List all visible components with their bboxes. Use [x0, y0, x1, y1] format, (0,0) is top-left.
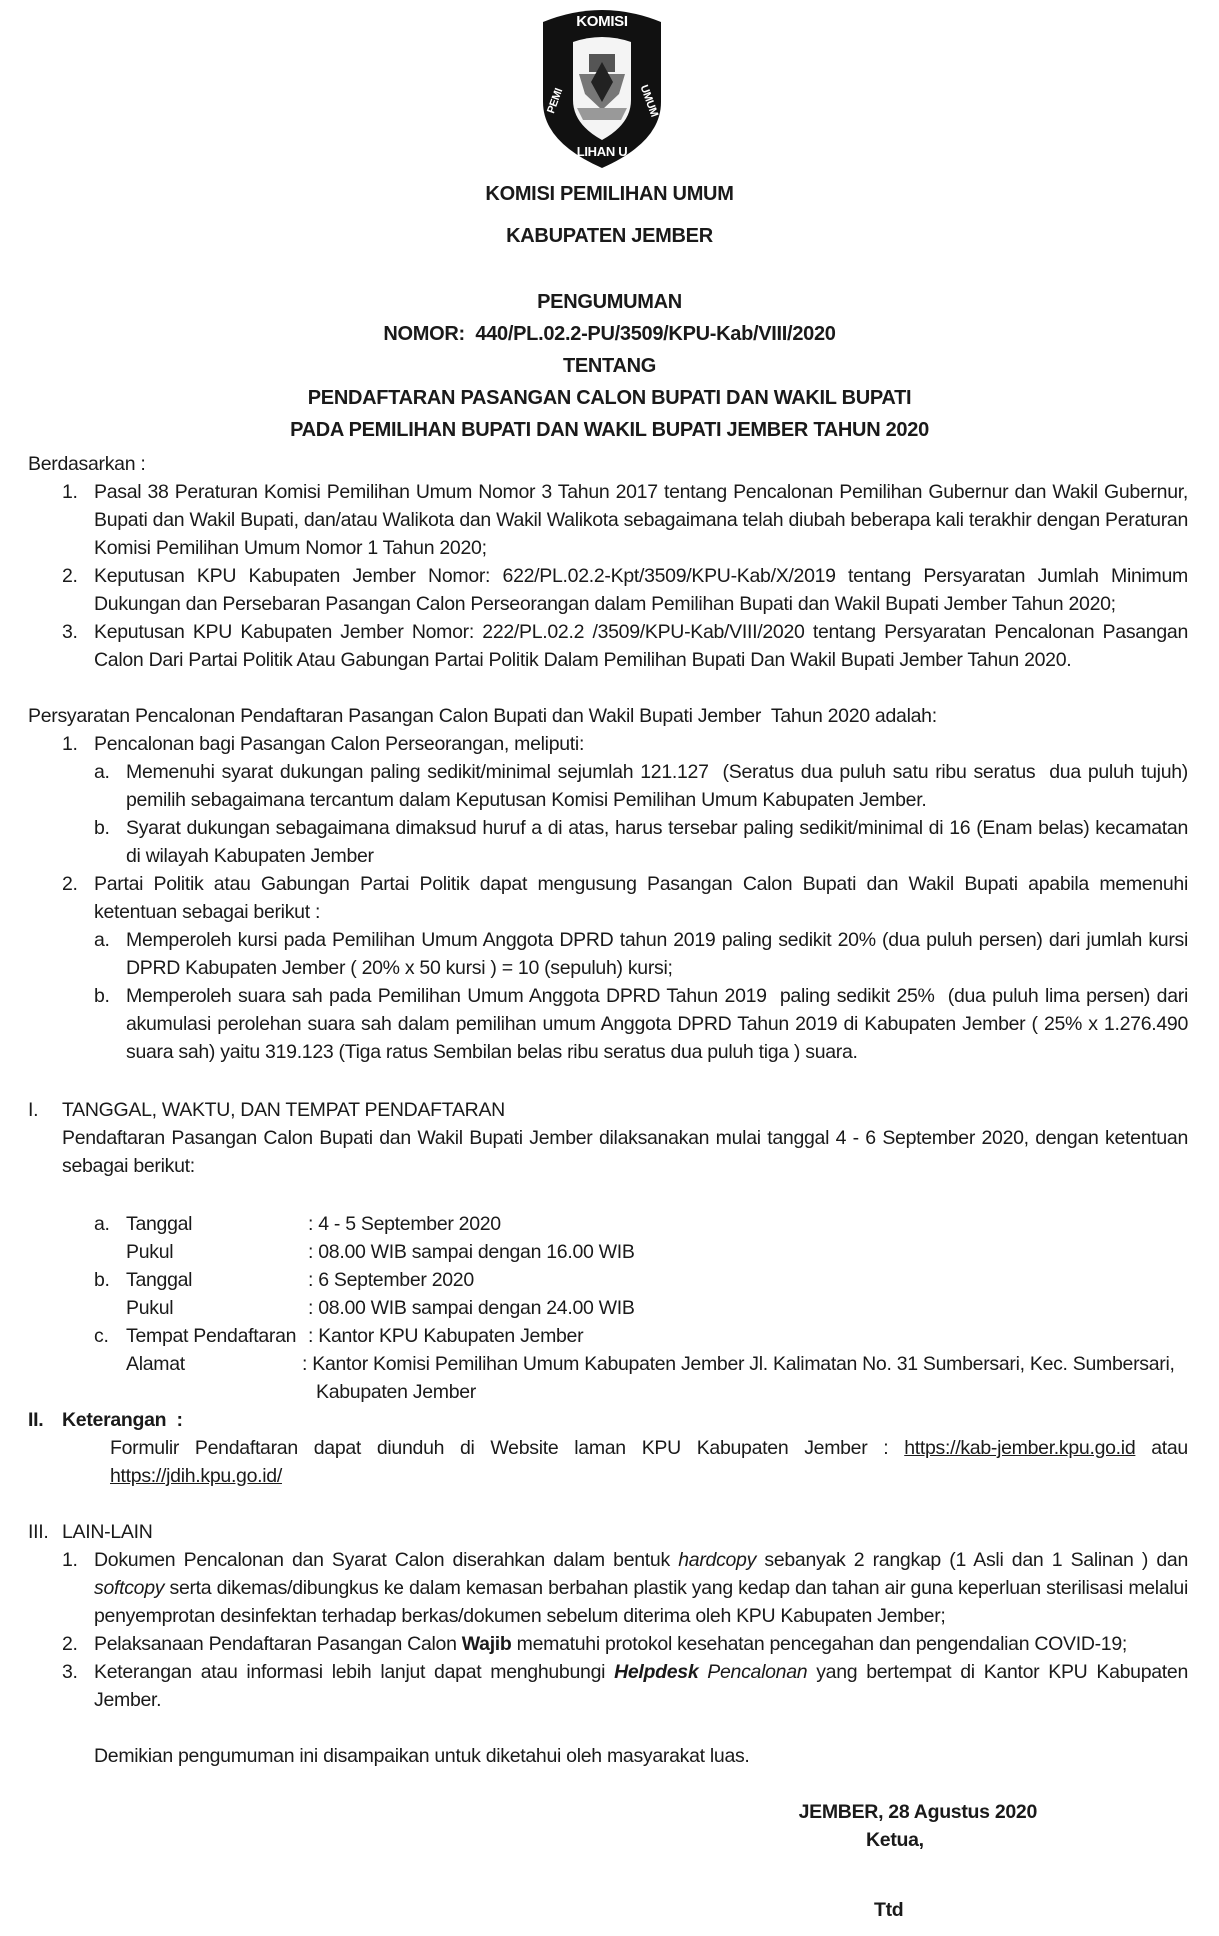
svg-text:UMUM: UMUM [637, 83, 661, 119]
doc-about: TENTANG [562, 355, 657, 377]
svg-text:PEMI: PEMI [545, 86, 566, 116]
list-number: 1. [62, 481, 78, 503]
schedule-label: Pukul [126, 1297, 174, 1319]
schedule-value: : 08.00 WIB sampai dengan 24.00 WIB [308, 1297, 635, 1319]
download-text: Formulir Pendaftaran dapat diunduh di Website laman KPU Kabupaten Jember : [110, 1437, 889, 1459]
schedule-letter: a. [94, 1213, 110, 1235]
doc-number: NOMOR: 440/PL.02.2-PU/3509/KPU-Kab/VIII/2020 [383, 323, 836, 345]
requirement-subitem: Syarat dukungan sebagaimana dimaksud huruf a di atas, harus tersebar paling sedikit/minimal di 16 (Enam belas) kecamatan di wilayah Kabupaten Jember [126, 817, 1188, 867]
emphasis-text: softcopy [94, 1577, 165, 1599]
section-title: Keterangan : [62, 1409, 183, 1431]
schedule-letter: c. [94, 1325, 109, 1347]
jdih-link[interactable]: https://jdih.kpu.go.id/ [110, 1465, 282, 1487]
list-number: 3. [62, 1661, 78, 1683]
signature-role: Ketua, [866, 1829, 924, 1851]
list-letter: b. [94, 985, 110, 1007]
requirement-subitem: Memenuhi syarat dukungan paling sedikit/minimal sejumlah 121.127 (Seratus dua puluh satu ribu seratus dua puluh tujuh) pemilih sebagaimana tercantum dalam Keputusan Komisi Pemilihan Umum Kabupaten Jember. [126, 761, 1194, 811]
other-item [94, 1658, 1188, 1714]
text-span: yang bertempat di Kantor KPU Kabupaten Jember. [94, 1661, 1189, 1711]
other-item [94, 1630, 1188, 1658]
emphasis-text: Pencalonan [698, 1661, 808, 1683]
section-text [110, 1434, 1188, 1490]
basis-item: Keputusan KPU Kabupaten Jember Nomor: 222/PL.02.2 /3509/KPU-Kab/VIII/2020 tentang Persyaratan Pencalonan Pasangan Calon Dari Partai Politik Atau Gabungan Partai Politik Dalam Pemilihan Bupati Dan Wakil Bupati Jember Tahun 2020. [94, 621, 1188, 671]
list-number: 1. [62, 1549, 78, 1571]
org-region: KABUPATEN JEMBER [506, 225, 713, 247]
schedule-label: Tanggal [126, 1269, 193, 1291]
schedule-label: Pukul [126, 1241, 174, 1263]
strong-text: Wajib [461, 1633, 512, 1655]
requirement-item: Partai Politik atau Gabungan Partai Politik dapat mengusung Pasangan Calon Bupati dan Wakil Bupati apabila memenuhi ketentuan sebagai berikut : [94, 873, 1188, 923]
schedule-label: Alamat [126, 1353, 185, 1375]
schedule-value: : 08.00 WIB sampai dengan 16.00 WIB [308, 1241, 635, 1263]
schedule-letter: b. [94, 1269, 110, 1291]
schedule-value: Kabupaten Jember [316, 1381, 476, 1403]
list-number: 2. [62, 873, 78, 895]
requirements-intro: Persyaratan Pencalonan Pendaftaran Pasangan Calon Bupati dan Wakil Bupati Jember Tahun 2020 adalah: [28, 705, 937, 727]
text-span: Pelaksanaan Pendaftaran Pasangan Calon [94, 1633, 462, 1655]
requirement-item: Pencalonan bagi Pasangan Calon Perseorangan, meliputi: [94, 733, 585, 755]
list-number: 2. [62, 565, 78, 587]
doc-title-line1: PENDAFTARAN PASANGAN CALON BUPATI DAN WAKIL BUPATI [307, 387, 912, 409]
list-number: 3. [62, 621, 78, 643]
list-letter: b. [94, 817, 110, 839]
schedule-value: : Kantor Komisi Pemilihan Umum Kabupaten Jember Jl. Kalimatan No. 31 Sumbersari, Kec. Sumbersari, [302, 1353, 1175, 1375]
doc-type: PENGUMUMAN [537, 291, 682, 313]
doc-title-line2: PADA PEMILIHAN BUPATI DAN WAKIL BUPATI JEMBER TAHUN 2020 [290, 419, 929, 441]
signature-place-date: JEMBER, 28 Agustus 2020 [798, 1801, 1037, 1823]
basis-intro: Berdasarkan : [28, 453, 146, 475]
text-span: serta dikemas/dibungkus ke dalam kemasan berbahan plastik yang kedap dan tahan air guna keperluan sterilisasi melalui penyemprotan desinfektan terhadap berkas/dokumen sebelum diterima oleh KPU Kabupaten Jember; [94, 1577, 1188, 1627]
schedule-label: Tanggal [126, 1213, 193, 1235]
text-span: Keterangan atau informasi lebih lanjut dapat menghubungi [94, 1661, 615, 1683]
kpu-jember-link[interactable]: https://kab-jember.kpu.go.id [904, 1437, 1136, 1459]
basis-item: Keputusan KPU Kabupaten Jember Nomor: 622/PL.02.2-Kpt/3509/KPU-Kab/X/2019 tentang Persyaratan Jumlah Minimum Dukungan dan Persebaran Pasangan Calon Perseorangan dalam Pemilihan Bupati dan Wakil Bupati Jember Tahun 2020; [94, 565, 1188, 615]
signature-mark: Ttd [874, 1899, 904, 1921]
section-number: III. [28, 1521, 49, 1543]
org-name: KOMISI PEMILIHAN UMUM [485, 183, 734, 205]
schedule-label: Tempat Pendaftaran [126, 1325, 297, 1347]
text-span: Dokumen Pencalonan dan Syarat Calon diserahkan dalam bentuk [94, 1549, 679, 1571]
text-span: mematuhi protokol kesehatan pencegahan dan pengendalian COVID-19; [511, 1633, 1128, 1655]
schedule-value: : 4 - 5 September 2020 [308, 1213, 501, 1235]
svg-text:KOMISI: KOMISI [576, 13, 628, 30]
strong-emphasis-text: Helpdesk [614, 1661, 699, 1683]
requirement-subitem: Memperoleh kursi pada Pemilihan Umum Anggota DPRD tahun 2019 paling sedikit 20% (dua puluh persen) dari jumlah kursi DPRD Kabupaten Jember ( 20% x 50 kursi ) = 10 (sepuluh) kursi; [126, 929, 1188, 979]
schedule-value: : 6 September 2020 [308, 1269, 474, 1291]
emphasis-text: hardcopy [678, 1549, 757, 1571]
list-letter: a. [94, 929, 110, 951]
section-number: II. [28, 1409, 44, 1431]
section-text: Pendaftaran Pasangan Calon Bupati dan Wakil Bupati Jember dilaksanakan mulai tanggal 4 - 6 September 2020, dengan ketentuan sebagai berikut: [62, 1127, 1188, 1177]
section-number: I. [28, 1099, 39, 1121]
download-or-text: atau [1151, 1437, 1188, 1459]
list-letter: a. [94, 761, 110, 783]
other-item [94, 1546, 1188, 1630]
requirement-subitem: Memperoleh suara sah pada Pemilihan Umum Anggota DPRD Tahun 2019 paling sedikit 25% (dua puluh lima persen) dari akumulasi perolehan suara sah dalam pemilihan umum Anggota DPRD Tahun 2019 di Kabupaten Jember ( 25% x 1.276.490 suara sah) yaitu 319.123 (Tiga ratus Sembilan belas ribu seratus dua puluh tiga ) suara. [126, 985, 1194, 1063]
schedule-value: : Kantor KPU Kabupaten Jember [308, 1325, 584, 1347]
closing-text: Demikian pengumuman ini disampaikan untuk diketahui oleh masyarakat luas. [94, 1745, 750, 1767]
basis-item: Pasal 38 Peraturan Komisi Pemilihan Umum Nomor 3 Tahun 2017 tentang Pencalonan Pemilihan Gubernur dan Wakil Gubernur, Bupati dan Wakil Bupati, dan/atau Walikota dan Wakil Walikota sebagaimana telah diubah beberapa kali terakhir dengan Peraturan Komisi Pemilihan Umum Nomor 1 Tahun 2020; [94, 481, 1188, 559]
svg-text:LIHAN U: LIHAN U [576, 144, 628, 159]
kpu-logo [531, 2, 673, 170]
list-number: 2. [62, 1633, 78, 1655]
text-span: sebanyak 2 rangkap (1 Asli dan 1 Salinan ) dan [756, 1549, 1188, 1571]
list-number: 1. [62, 733, 78, 755]
section-title: LAIN-LAIN [62, 1521, 153, 1543]
section-title: TANGGAL, WAKTU, DAN TEMPAT PENDAFTARAN [62, 1099, 505, 1121]
